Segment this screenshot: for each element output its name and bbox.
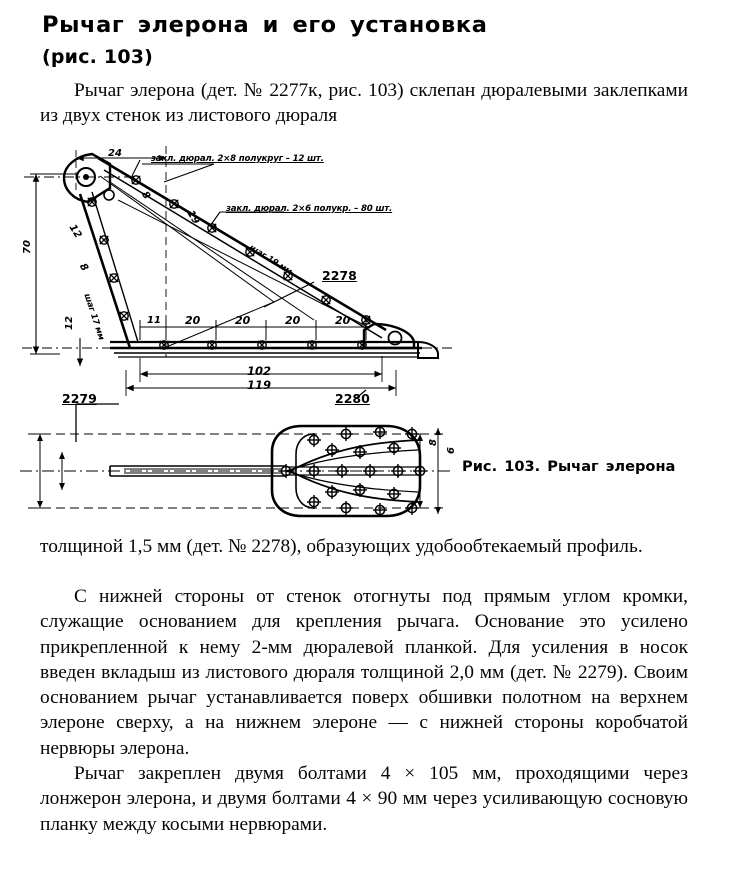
dimension-label-angle-1: 8 [138,189,152,202]
part-number-2280: 2280 [335,391,370,406]
rivet-note-mid: закл. дюрал. 2×6 полукр. – 80 шт. [226,204,393,214]
rivet [335,464,349,478]
dimension-label-102: 102 [247,364,272,378]
rivet [322,296,330,304]
leader-line [210,212,220,226]
pitch-note-19: шаг 19 мм [247,242,294,277]
dimension-chain [140,320,366,340]
part-number-2278: 2278 [322,268,357,283]
nose-small-hole [104,190,114,200]
dimension-label-angle-2: 19 [184,208,202,227]
rivet-note-top: закл. дюрал. 2×8 полукруг – 12 шт. [151,154,324,164]
dimension-label-70: 70 [22,240,33,254]
rivet [307,464,321,478]
dimension-chain-0: 11 [147,315,161,326]
rivet [405,427,419,441]
rivet [405,501,419,515]
aileron-lever-drawing-svg [14,142,464,524]
dimension-chain-4: 20 [335,314,351,327]
dimension-label-12-left: 12 [64,316,75,330]
dimension-label-nose-1: 12 [66,222,84,241]
figure-caption: Рис. 103. Рычаг элерона [462,458,676,475]
intro-paragraph: Рычаг элерона (дет. № 2277к, рис. 103) склепан дюралевыми заклепками из двух стенок из листового дюраля [40,80,688,127]
body-paragraph-3: Рычаг закреплен двумя болтами 4 × 105 мм, проходящими через лонжерон элерона, и двумя болтами 4 × 90 мм через усиливающую сосновую планку между косыми нервюрами. [40,763,688,835]
dimension-label-24: 24 [108,148,122,159]
figure-103-drawing [14,142,464,524]
web-upper-edge [98,158,386,330]
rivet [391,464,405,478]
dimension-label-nose-2: 8 [76,261,90,274]
leader-line [164,164,214,182]
rivet [120,312,128,320]
web-rear-edge [80,194,130,348]
plan-view [20,425,454,517]
body-paragraph-2: С нижней стороны от стенок отогнуты под прямым углом кромки, служащие основанием для крепления рычага. Основание это усилено прикрепленной к нему 2-мм дюралевой планкой. Для усиления в носок введен вкладыш из листового дюраля толщиной 2,0 мм (дет. № 2279). Своим основанием рычаг устанавливается поверх обшивки полотном на верхнем элероне сверху, а на нижнем элероне — с нижней стороны коробчатой нервюры элерона. [40,586,688,759]
body-paragraph-1: толщиной 1,5 мм (дет. № 2278), образующих удобообтекаемый профиль. [40,536,643,557]
part-number-2279: 2279 [62,391,97,406]
dimension-chain-1: 20 [185,314,201,327]
dimension-label-right-6: 6 [446,447,457,454]
pitch-note-17: шаг 17 мм [82,292,107,342]
dimension-label-119: 119 [247,378,272,392]
rivet [110,274,118,282]
dimension-label-right-8: 8 [428,439,439,446]
page-title: Рычаг элерона и его установка [42,12,488,38]
construction-line-2 [118,200,370,328]
rivet [339,427,353,441]
rivet [339,501,353,515]
dimension-chain-3: 20 [285,314,301,327]
dimension-chain-2: 20 [235,314,251,327]
construction-line-1 [110,182,314,320]
pivot-center [83,174,89,180]
page-subtitle: (рис. 103) [42,46,154,68]
rivet [413,464,427,478]
rivet [363,464,377,478]
leader-line [132,160,140,176]
